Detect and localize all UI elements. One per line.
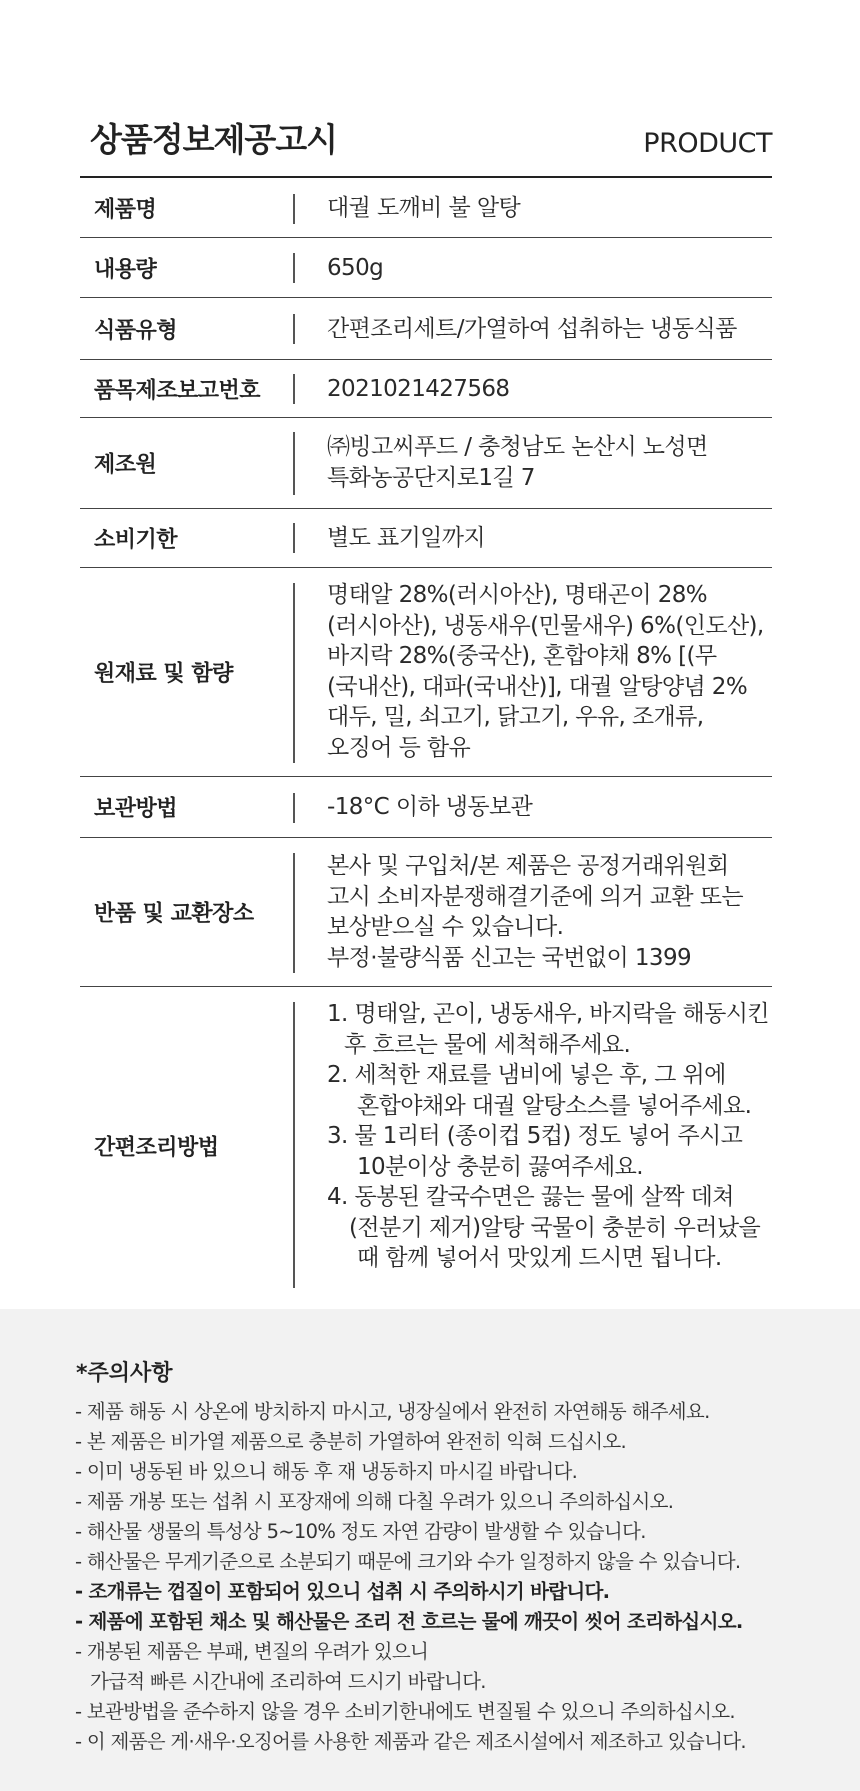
caution-section xyxy=(0,1309,860,1791)
value-line: 간편조리세트/가열하여 섭취하는 냉동식품 xyxy=(327,316,737,342)
caution-item: - 제품 개봉 또는 섭취 시 포장재에 의해 다칠 우려가 있으니 주의하십시오. xyxy=(75,1490,674,1513)
row-divider xyxy=(293,853,295,973)
page-subtitle: PRODUCT xyxy=(643,128,772,159)
row-value xyxy=(327,580,772,763)
table-row-expiry xyxy=(80,509,772,568)
table-row-ingredients xyxy=(80,568,772,777)
row-label: 보관방법 xyxy=(94,796,178,822)
caution-title: *주의사항 xyxy=(76,1361,173,1386)
page-title: 상품정보제공고시 xyxy=(90,120,338,159)
row-value xyxy=(327,374,772,405)
row-value xyxy=(327,851,772,973)
row-label: 제품명 xyxy=(94,197,157,223)
caution-item: - 보관방법을 준수하지 않을 경우 소비기한내에도 변질될 수 있으니 주의하십시오. xyxy=(75,1700,735,1723)
row-divider xyxy=(293,793,295,823)
row-label: 제조원 xyxy=(94,452,157,478)
table-row-manufacturer xyxy=(80,418,772,509)
table-row-volume xyxy=(80,238,772,298)
row-divider xyxy=(293,253,295,283)
caution-item: - 이미 냉동된 바 있으니 해동 후 재 냉동하지 마시길 바랍니다. xyxy=(75,1460,578,1483)
cooking-step: 4. 동봉된 칼국수면은 끓는 물에 살짝 데쳐 xyxy=(327,1184,734,1210)
cooking-step-cont: 10분이상 충분히 끓여주세요. xyxy=(357,1153,643,1180)
cooking-step-cont: 후 흐르는 물에 세척해주세요. xyxy=(344,1031,631,1058)
cooking-step: 3. 물 1리터 (종이컵 5컵) 정도 넣어 주시고 xyxy=(327,1123,743,1149)
caution-item: - 해산물 생물의 특성상 5~10% 정도 자연 감량이 발생할 수 있습니다. xyxy=(75,1520,646,1543)
value-line: 바지락 28%(중국산), 혼합야채 8% [(무 xyxy=(327,643,717,669)
row-value xyxy=(327,193,772,224)
value-line: 고시 소비자분쟁해결기준에 의거 교환 또는 xyxy=(327,883,743,910)
value-line: 별도 표기일까지 xyxy=(327,525,486,551)
value-line: 대두, 밀, 쇠고기, 닭고기, 우유, 조개류, xyxy=(327,704,704,730)
row-label: 식품유형 xyxy=(94,318,178,343)
cooking-step: 1. 명태알, 곤이, 냉동새우, 바지락을 해동시킨 xyxy=(327,1001,769,1027)
value-line: 보상받으실 수 있습니다. xyxy=(327,914,564,940)
row-divider xyxy=(293,432,295,495)
row-value xyxy=(327,314,772,345)
row-divider xyxy=(293,194,295,224)
caution-item-text: - 개봉된 제품은 부패, 변질의 우려가 있으니 xyxy=(75,1640,429,1663)
cooking-step-cont: (전분기 제거)알탕 국물이 충분히 우러났을 xyxy=(349,1214,761,1241)
value-line: 본사 및 구입처/본 제품은 공정거래위원회 xyxy=(327,853,729,879)
cooking-step-cont: 혼합야채와 대궐 알탕소스를 넣어주세요. xyxy=(357,1092,752,1119)
value-line: (국내산), 대파(국내산)], 대궐 알탕양념 2% xyxy=(327,673,748,700)
row-value xyxy=(327,792,772,823)
table-row-storage xyxy=(80,777,772,838)
caution-list xyxy=(75,1397,746,1757)
caution-item: - 해산물은 무게기준으로 소분되기 때문에 크기와 수가 일정하지 않을 수 있습니다. xyxy=(75,1550,741,1573)
table-row-food-type xyxy=(80,298,772,360)
value-line: 부정·불량식품 신고는 국번없이 1399 xyxy=(327,944,692,971)
row-label: 반품 및 교환장소 xyxy=(94,901,254,927)
row-divider xyxy=(293,1002,295,1288)
table-row-returns xyxy=(80,838,772,987)
row-divider xyxy=(293,523,295,553)
row-divider xyxy=(293,583,295,763)
row-label: 소비기한 xyxy=(94,527,178,553)
row-label: 품목제조보고번호 xyxy=(94,378,261,403)
row-label: 내용량 xyxy=(94,257,157,282)
row-value xyxy=(327,523,772,554)
page-header xyxy=(80,100,772,178)
table-row-report-number xyxy=(80,360,772,418)
value-line: 명태알 28%(러시아산), 명태곤이 28% xyxy=(327,582,708,608)
product-info-table xyxy=(80,179,772,1304)
caution-item-cont: 가급적 빠른 시간내에 조리하여 드시기 바랍니다. xyxy=(90,1670,486,1693)
table-row-product-name xyxy=(80,179,772,238)
row-value xyxy=(327,432,772,493)
caution-item: - 본 제품은 비가열 제품으로 충분히 가열하여 완전히 익혀 드십시오. xyxy=(75,1430,627,1453)
table-row-cooking xyxy=(80,987,772,1304)
value-line: 특화농공단지로1길 7 xyxy=(327,464,535,491)
value-line: -18°C 이하 냉동보관 xyxy=(327,794,533,820)
value-line: 오징어 등 함유 xyxy=(327,734,471,761)
row-label: 원재료 및 함량 xyxy=(94,661,233,687)
caution-item-bold: - 제품에 포함된 채소 및 해산물은 조리 전 흐르는 물에 깨끗이 씻어 조리하십시오. xyxy=(75,1610,743,1633)
caution-item-bold: - 조개류는 껍질이 포함되어 있으니 섭취 시 주의하시기 바랍니다. xyxy=(75,1580,610,1603)
caution-item: - 제품 해동 시 상온에 방치하지 마시고, 냉장실에서 완전히 자연해동 해주세요. xyxy=(75,1400,710,1423)
value-line: ㈜빙고씨푸드 / 충청남도 논산시 노성면 xyxy=(327,434,708,460)
row-value xyxy=(327,253,772,284)
value-line: (러시아산), 냉동새우(민물새우) 6%(인도산), xyxy=(327,612,764,639)
cooking-step-cont: 때 함께 넣어서 맛있게 드시면 됩니다. xyxy=(357,1245,722,1271)
cooking-steps xyxy=(327,999,772,1274)
value-line: 650g xyxy=(327,255,384,281)
caution-item xyxy=(75,1637,746,1697)
row-divider xyxy=(293,374,295,404)
row-divider xyxy=(293,314,295,344)
value-line: 2021021427568 xyxy=(327,376,510,402)
value-line: 대궐 도깨비 불 알탕 xyxy=(327,195,521,221)
cooking-step: 2. 세척한 재료를 냄비에 넣은 후, 그 위에 xyxy=(327,1062,726,1088)
caution-item: - 이 제품은 게·새우·오징어를 사용한 제품과 같은 제조시설에서 제조하고 있습니다. xyxy=(75,1730,746,1753)
row-label: 간편조리방법 xyxy=(94,1135,219,1160)
